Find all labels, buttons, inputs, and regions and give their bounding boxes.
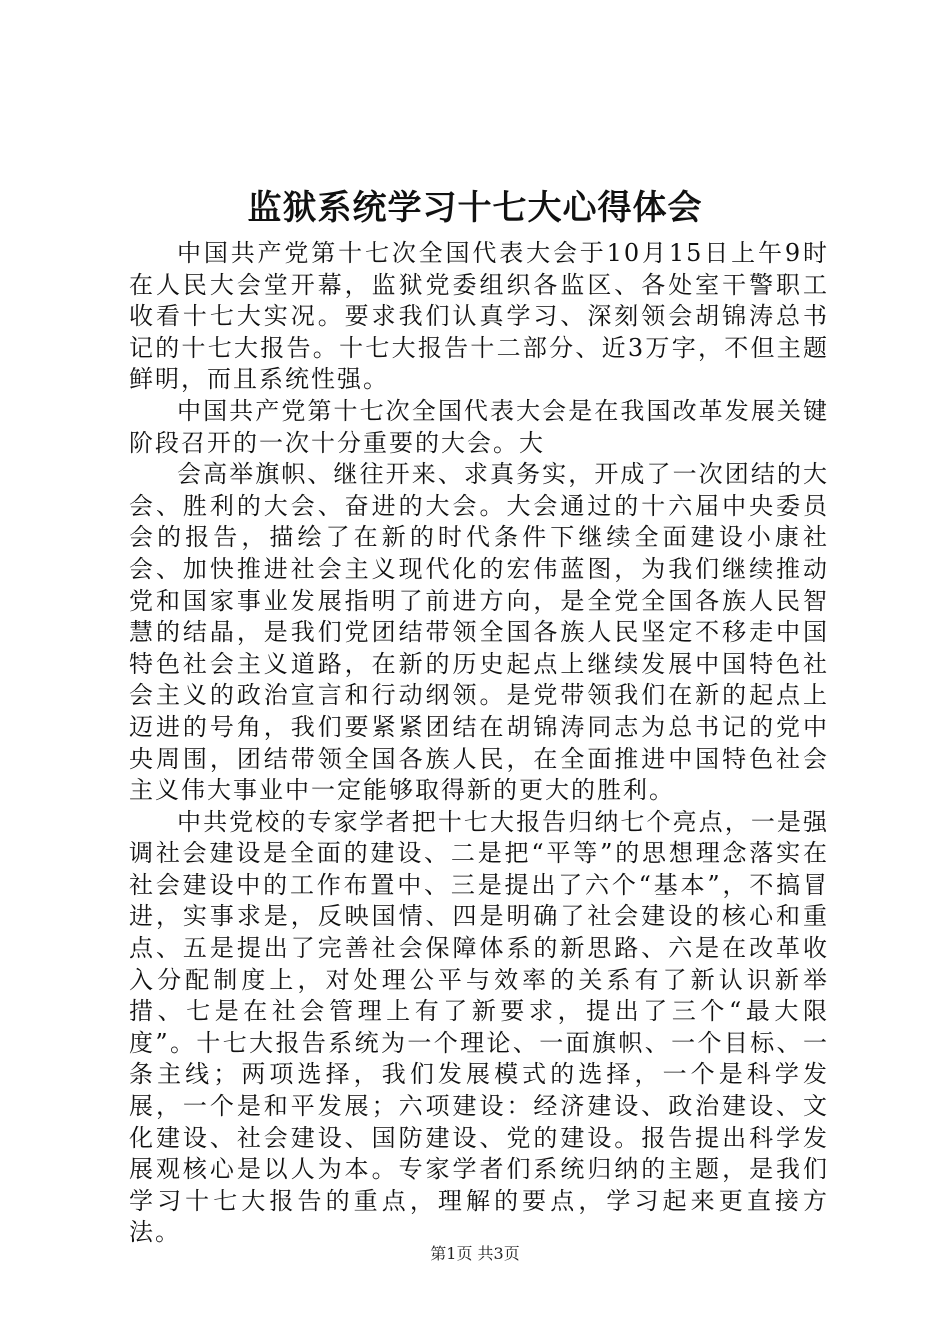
paragraph-1: 中国共产党第十七次全国代表大会于10月15日上午9时在人民大会堂开幕，监狱党委组织各监区、各处室干警职工收看十七大实况。要求我们认真学习、深刻领会胡锦涛总书记的十七大报告。十七大报告十二部分、近3万字，不但主题鲜明，而且系统性强。 xyxy=(129,239,829,394)
paragraph-2: 中国共产党第十七次全国代表大会是在我国改革发展关键阶段召开的一次十分重要的大会。大 xyxy=(129,396,829,457)
document-title: 监狱系统学习十七大心得体会 xyxy=(247,188,703,228)
paragraph-3: 会高举旗帜、继往开来、求真务实，开成了一次团结的大会、胜利的大会、奋进的大会。大会通过的十六届中央委员会的报告，描绘了在新的时代条件下继续全面建设小康社会、加快推进社会主义现代化的宏伟蓝图，为我们继续推动党和国家事业发展指明了前进方向，是全党全国各族人民智慧的结晶，是我们党团结带领全国各族人民坚定不移走中国特色社会主义道路，在新的历史起点上继续发展中国特色社会主义的政治宣言和行动纲领。是党带领我们在新的起点上迈进的号角，我们要紧紧团结在胡锦涛同志为总书记的党中央周围，团结带领全国各族人民，在全面推进中国特色社会主义伟大事业中一定能够取得新的更大的胜利。 xyxy=(129,460,829,805)
document-body xyxy=(129,238,829,1249)
paragraph-4: 中共党校的专家学者把十七大报告归纳七个亮点，一是强调社会建设是全面的建设、二是把“平等”的思想理念落实在社会建设中的工作布置中、三是提出了六个“基本”，不搞冒进，实事求是，反映国情、四是明确了社会建设的核心和重点、五是提出了完善社会保障体系的新思路、六是在改革收入分配制度上，对处理公平与效率的关系有了新认识新举措、七是在社会管理上有了新要求，提出了三个“最大限度”。十七大报告系统为一个理论、一面旗帜、一个目标、一条主线；两项选择，我们发展模式的选择，一个是科学发展，一个是和平发展；六项建设：经济建设、政治建设、文化建设、社会建设、国防建设、党的建设。报告提出科学发展观核心是以人为本。专家学者们系统归纳的主题，是我们学习十七大报告的重点，理解的要点，学习起来更直接方法。 xyxy=(129,807,829,1247)
page-number-footer: 第1页 共3页 xyxy=(430,1244,520,1263)
